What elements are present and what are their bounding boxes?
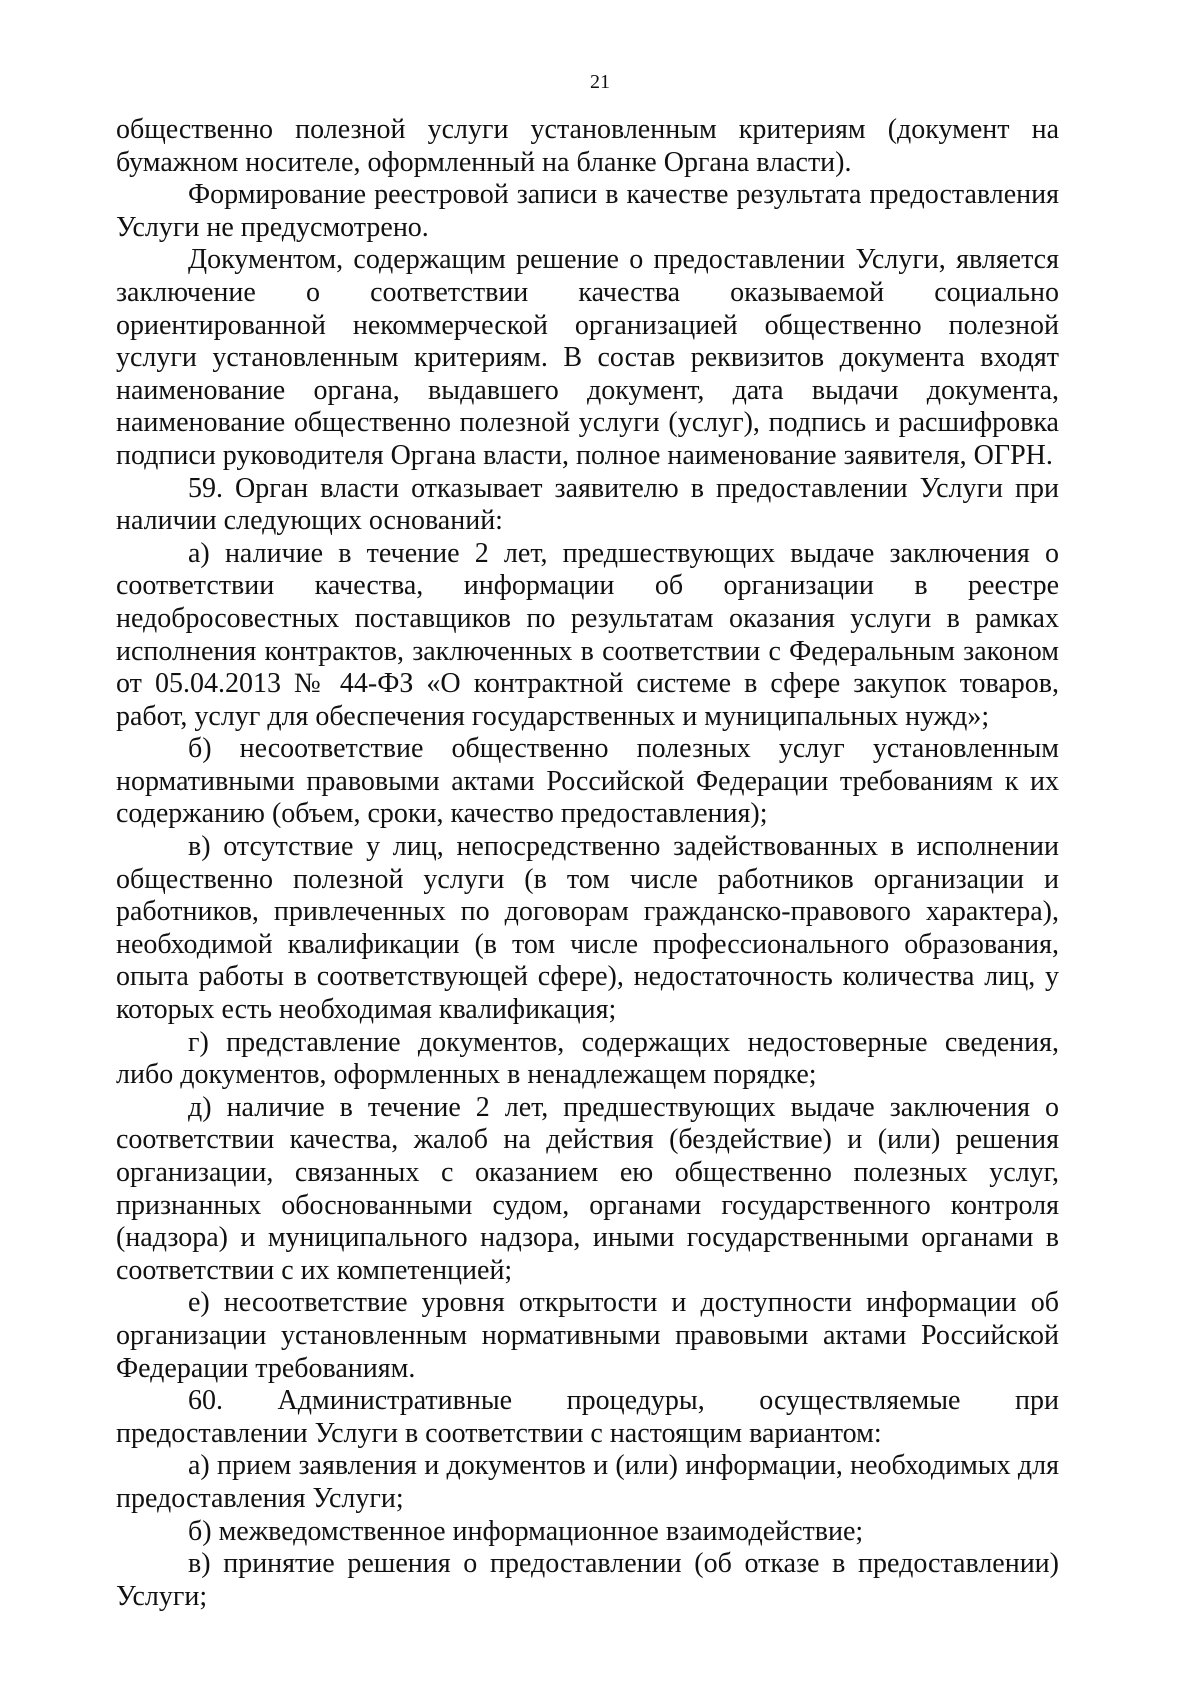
list-item-e: е) несоответствие уровня открытости и доступности информации об организации установленным нормативными правовыми актами Российской Федерации требованиям. xyxy=(116,1287,1059,1384)
paragraph-59-refusal-grounds: 59. Орган власти отказывает заявителю в предоставлении Услуги при наличии следующих оснований: xyxy=(116,472,1059,537)
list-item-g: г) представление документов, содержащих недостоверные сведения, либо документов, оформленных в ненадлежащем порядке; xyxy=(116,1026,1059,1091)
paragraph-continuation: общественно полезной услуги установленным критериям (документ на бумажном носителе, оформленный на бланке Органа власти). xyxy=(116,114,1059,178)
procedure-item-v: в) принятие решения о предоставлении (об отказе в предоставлении) Услуги; xyxy=(116,1548,1059,1612)
list-item-v: в) отсутствие у лиц, непосредственно задействованных в исполнении общественно полезной услуги (в том числе работников организации и работников, привлеченных по договорам гражданско-правового характера), необходимой квалификации (в том числе профессионального образования, опыта работы в соответствующей сфере), недостаточность количества лиц, у которых есть необходимая квалификация; xyxy=(116,831,1059,1026)
paragraph-registry-record: Формирование реестровой записи в качестве результата предоставления Услуги не предусмотрено. xyxy=(116,179,1059,243)
document-body xyxy=(116,114,1059,1613)
list-item-b: б) несоответствие общественно полезных услуг установленным нормативными правовыми актами Российской Федерации требованиям к их содержанию (объем, сроки, качество предоставления); xyxy=(116,733,1059,830)
list-item-a: а) наличие в течение 2 лет, предшествующих выдаче заключения о соответствии качества, информации об организации в реестре недобросовестных поставщиков по результатам оказания услуги в рамках исполнения контрактов, заключенных в соответствии с Федеральным законом от 05.04.2013 № 44-ФЗ «О контрактной системе в сфере закупок товаров, работ, услуг для обеспечения государственных и муниципальных нужд»; xyxy=(116,537,1059,732)
procedure-item-b: б) межведомственное информационное взаимодействие; xyxy=(188,1515,864,1547)
paragraph-decision-document: Документом, содержащим решение о предоставлении Услуги, является заключение о соответствии качества оказываемой социально ориентированной некоммерческой организацией общественно полезной услуги установленным критериям. В состав реквизитов документа входят наименование органа, выдавшего документ, дата выдачи документа, наименование общественно полезной услуги (услуг), подпись и расшифровка подписи руководителя Органа власти, полное наименование заявителя, ОГРН. xyxy=(116,244,1059,471)
page-number: 21 xyxy=(590,71,610,93)
procedure-item-a: а) прием заявления и документов и (или) информации, необходимых для предоставления Услуги; xyxy=(116,1450,1059,1514)
list-item-d: д) наличие в течение 2 лет, предшествующих выдаче заключения о соответствии качества, жалоб на действия (бездействие) и (или) решения организации, связанных с оказанием ею общественно полезных услуг, признанных обоснованными судом, органами государственного контроля (надзора) и муниципального надзора, иными государственными органами в соответствии с их компетенцией; xyxy=(116,1091,1059,1286)
paragraph-60-procedures: 60. Административные процедуры, осуществляемые при предоставлении Услуги в соответствии с настоящим вариантом: xyxy=(116,1385,1059,1449)
